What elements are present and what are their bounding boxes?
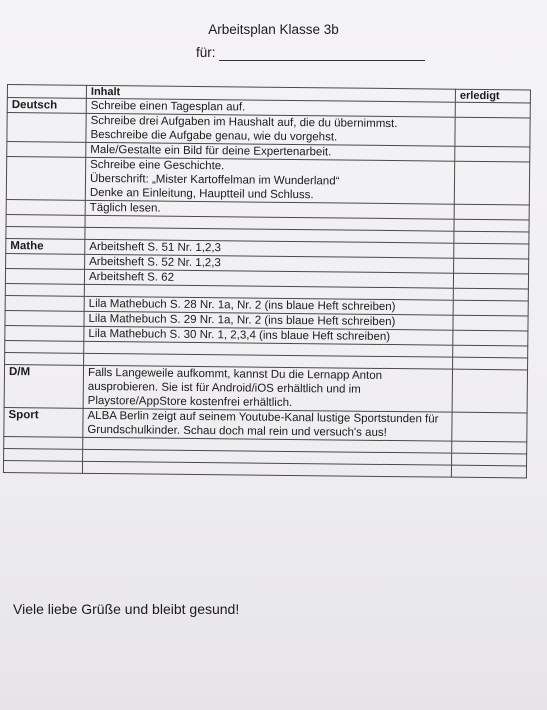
subject-cell <box>5 352 84 365</box>
subject-cell <box>4 448 83 461</box>
task-cell: Arbeitsheft S. 51 Nr. 1,2,3 <box>85 239 454 258</box>
subject-cell <box>6 214 85 227</box>
done-checkbox-cell <box>455 117 530 147</box>
task-cell: Arbeitsheft S. 52 Nr. 1,2,3 <box>85 254 454 273</box>
table-row <box>4 364 527 412</box>
task-cell: Lila Mathebuch S. 30 Nr. 1, 2,3,4 (ins blaue Heft schreiben) <box>84 326 453 345</box>
done-checkbox-cell <box>451 465 526 478</box>
subject-cell <box>4 436 83 449</box>
work-plan-table <box>3 84 531 478</box>
subject-cell <box>5 325 84 341</box>
subject-cell: D/M <box>4 364 83 408</box>
subject-cell <box>6 157 85 201</box>
done-checkbox-cell <box>453 315 528 331</box>
task-cell: ALBA Berlin zeigt auf seinem Youtube-Kanal lustige Sportstunden für Grundschulkinder. Schau doch mal rein und versuch's aus! <box>83 408 452 441</box>
task-cell: Male/Gestalte ein Bild für deine Expertenarbeit. <box>86 142 455 161</box>
page-title: Arbeitsplan Klasse 3b <box>208 22 339 37</box>
done-checkbox-cell <box>452 441 527 454</box>
subject-cell <box>5 310 84 326</box>
done-checkbox-cell <box>452 412 527 442</box>
done-checkbox-cell <box>453 273 528 289</box>
done-checkbox-cell <box>454 204 529 220</box>
subject-cell <box>6 253 85 269</box>
done-checkbox-cell <box>454 258 529 274</box>
table-body <box>3 98 530 478</box>
done-checkbox-cell <box>452 369 527 413</box>
done-checkbox-cell <box>455 102 530 118</box>
done-checkbox-cell <box>454 243 529 259</box>
subject-cell <box>7 113 86 143</box>
subject-cell <box>7 142 86 158</box>
name-label: für: <box>196 45 216 60</box>
closing-text: Viele liebe Grüße und bleibt gesund! <box>13 601 240 617</box>
done-checkbox-cell <box>452 453 527 466</box>
subject-cell <box>5 295 84 311</box>
done-checkbox-cell <box>454 161 529 205</box>
task-cell: Schreibe einen Tagesplan auf. <box>86 98 455 117</box>
task-cell: Schreibe eine Geschichte. Überschrift: „Mister Kartoffelman im Wunderland“ Denke an Einleitung, Hauptteil und Schluss. <box>85 157 454 204</box>
done-checkbox-cell <box>454 231 529 244</box>
header-done: erledigt <box>455 89 530 103</box>
task-cell: Lila Mathebuch S. 29 Nr. 1a, Nr. 2 (ins blaue Heft schreiben) <box>84 311 453 330</box>
subject-cell: Deutsch <box>7 98 86 114</box>
task-cell <box>82 461 451 477</box>
done-checkbox-cell <box>453 330 528 346</box>
task-cell: Täglich lesen. <box>85 200 454 219</box>
task-cell: Falls Langeweile aufkommt, kannst Du die Lernapp Anton ausprobieren. Sie ist für Android/iOS erhältlich und im Playstore/AppStore kostenfrei erhältlich. <box>83 365 452 412</box>
done-checkbox-cell <box>453 357 528 370</box>
name-blank-line <box>219 60 425 61</box>
subject-cell <box>3 460 82 473</box>
task-cell: Arbeitsheft S. 62 <box>84 269 453 288</box>
subject-cell <box>5 340 84 353</box>
subject-cell: Mathe <box>6 238 85 254</box>
done-checkbox-cell <box>453 288 528 301</box>
task-cell: Schreibe drei Aufgaben im Haushalt auf, die du übernimmst. Beschreibe die Aufgabe genau, wie du vorgehst. <box>86 113 455 146</box>
table-row <box>6 157 529 205</box>
done-checkbox-cell <box>454 219 529 232</box>
subject-cell: Sport <box>4 407 83 437</box>
task-cell: Lila Mathebuch S. 28 Nr. 1a, Nr. 2 (ins blaue Heft schreiben) <box>84 296 453 315</box>
done-checkbox-cell <box>453 345 528 358</box>
subject-cell <box>6 226 85 239</box>
header-subject <box>7 85 86 99</box>
subject-cell <box>5 283 84 296</box>
done-checkbox-cell <box>453 300 528 316</box>
subject-cell <box>5 268 84 284</box>
header-content: Inhalt <box>86 85 455 102</box>
done-checkbox-cell <box>455 146 530 162</box>
subject-cell <box>6 199 85 215</box>
